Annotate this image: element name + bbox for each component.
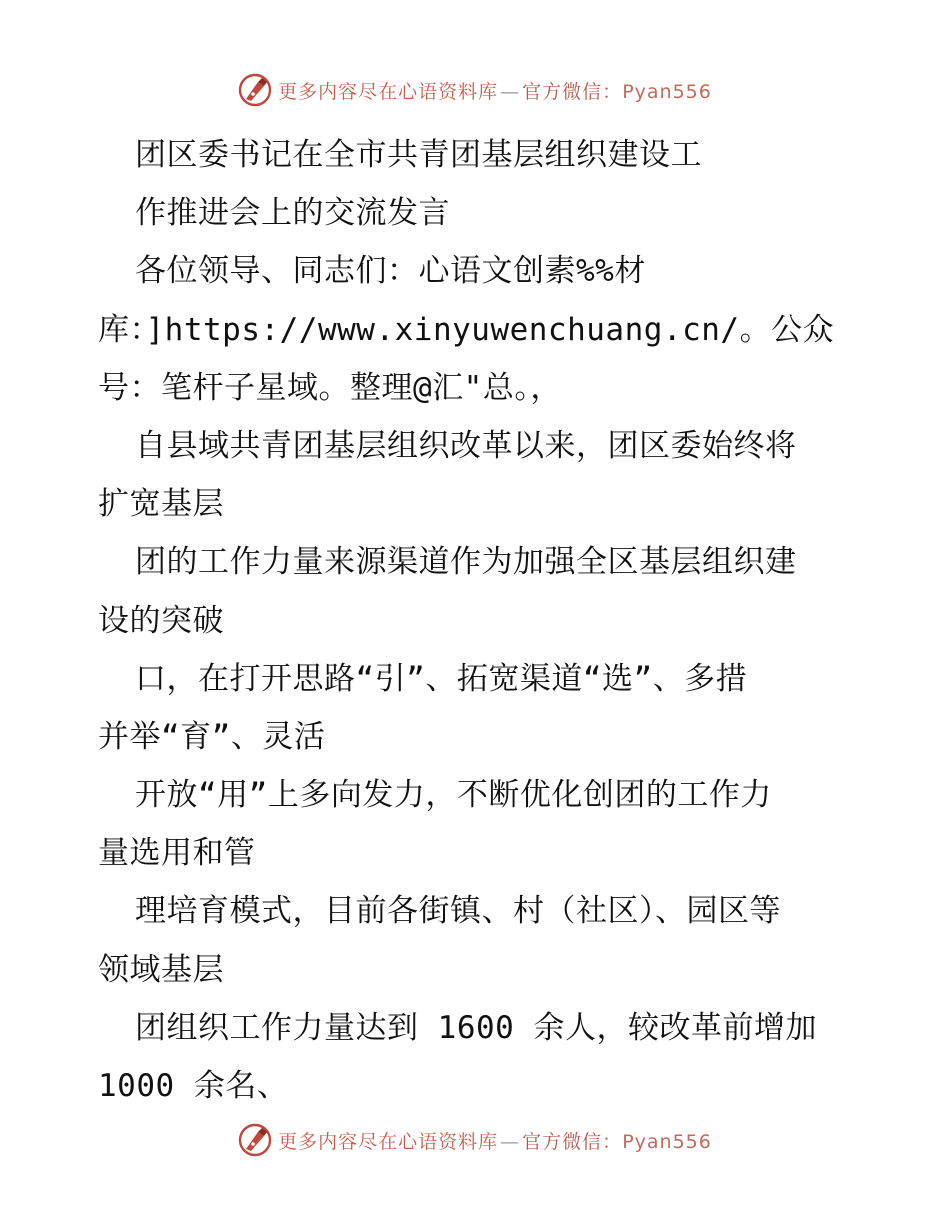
paragraph-line: 口，在打开思路“引”、拓宽渠道“选”、多措	[135, 660, 748, 697]
header-banner-main: 更多内容尽在心语资料库	[278, 80, 499, 103]
text-line: 号：笔杆子星域。整理@汇"总。，	[98, 369, 562, 406]
title-line-2: 作推进会上的交流发言	[135, 195, 450, 232]
header-banner	[0, 72, 950, 108]
header-banner-text	[278, 77, 712, 104]
footer-banner-text	[278, 1127, 712, 1154]
text-line: 量选用和管	[98, 835, 256, 872]
text-line: 扩宽基层	[98, 486, 224, 523]
footer-banner-wechat-label: 官方微信：	[522, 1130, 623, 1153]
pen-nib-logo-icon	[238, 73, 272, 107]
document-body	[98, 126, 858, 1115]
text-line: 领域基层	[98, 951, 224, 988]
paragraph-line: 自县域共青团基层组织改革以来，团区委始终将	[135, 427, 797, 464]
text-line: 1000 余名、	[98, 1068, 289, 1104]
footer-banner	[0, 1122, 950, 1158]
text-line: 库：]https://www.xinyuwenchuang.cn/。公众	[98, 311, 835, 348]
title-line-1: 团区委书记在全市共青团基层组织建设工	[135, 137, 702, 173]
footer-banner-separator: —	[500, 1130, 521, 1153]
header-banner-inner	[238, 73, 712, 107]
paragraph-line: 理培育模式，目前各街镇、村（社区）、园区等	[135, 893, 781, 930]
text-line: 并举“育”、灵活	[98, 718, 326, 755]
footer-banner-main: 更多内容尽在心语资料库	[278, 1130, 499, 1153]
salutation-line: 各位领导、同志们：心语文创素%%材	[135, 253, 646, 290]
paragraph-line: 开放“用”上多向发力，不断优化创团的工作力	[135, 777, 772, 814]
header-banner-wechat-label: 官方微信：	[522, 80, 623, 103]
header-banner-separator: —	[500, 80, 521, 103]
footer-banner-wechat-id: Pyan556	[622, 1130, 712, 1153]
footer-banner-inner	[238, 1123, 712, 1157]
header-banner-wechat-id: Pyan556	[622, 80, 712, 103]
pen-nib-logo-icon	[238, 1123, 272, 1157]
paragraph-line: 团的工作力量来源渠道作为加强全区基层组织建	[135, 544, 797, 581]
paragraph-line: 团组织工作力量达到 1600 余人，较改革前增加	[135, 1009, 817, 1046]
text-line: 设的突破	[98, 602, 224, 639]
